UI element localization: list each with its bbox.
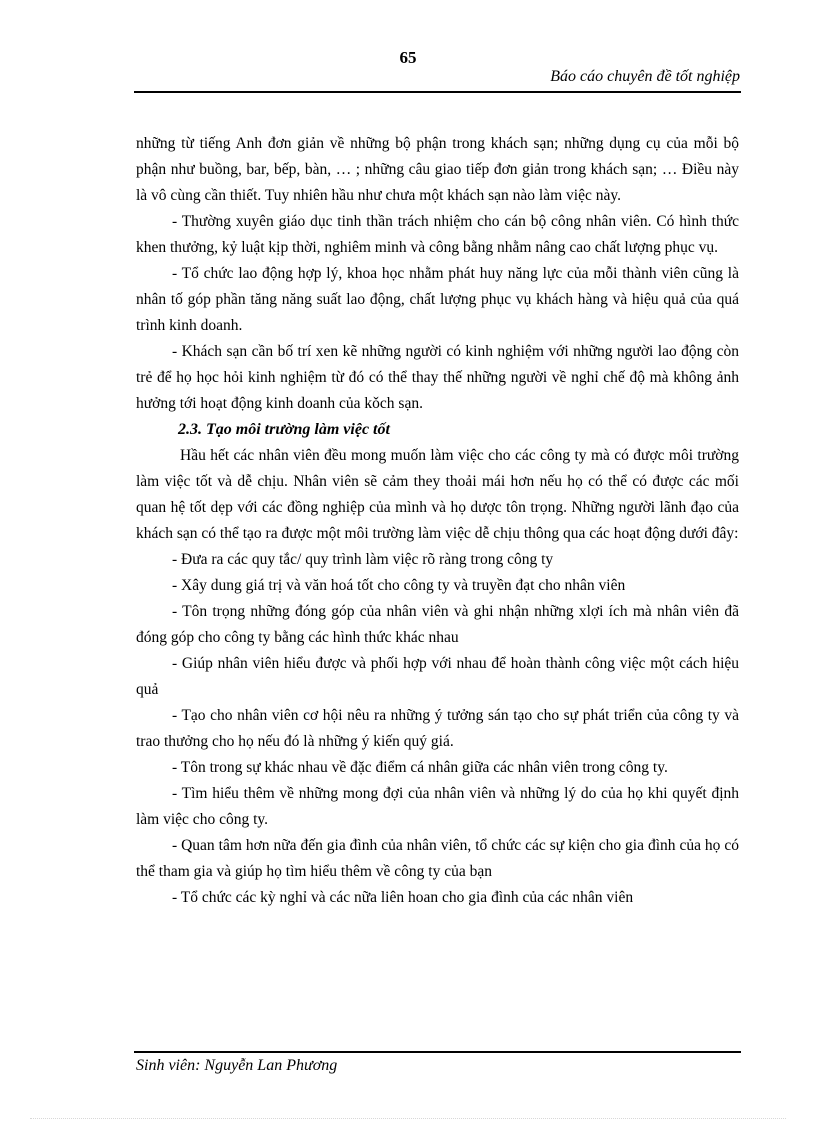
list-item: - Tôn trọng những đóng góp của nhân viên và ghi nhận những xlợi ích mà nhân viên đã đóng góp cho công ty bằng các hình thức khác nhau — [136, 603, 739, 646]
list-item: - Tìm hiểu thêm về những mong đợi của nhân viên và những lý do của họ khi quyết định làm việc cho công ty. — [136, 785, 739, 828]
document-body — [136, 131, 739, 911]
list-item: - Tạo cho nhân viên cơ hội nêu ra những ý tưởng sán tạo cho sự phát triển của công ty và trao thưởng cho họ nếu đó là những ý kiến quý giá. — [136, 707, 739, 750]
list-item: - Giúp nhân viên hiểu được và phối hợp với nhau để hoàn thành công việc một cách hiệu quả — [136, 655, 739, 698]
list-item: - Xây dung giá trị và văn hoá tốt cho công ty và truyền đạt cho nhân viên — [172, 577, 626, 594]
paragraph: - Tổ chức lao động hợp lý, khoa học nhằm phát huy năng lực của mỗi thành viên cũng là nhân tố góp phần tăng năng suất lao động, chất lượng phục vụ khách hàng và hiệu quả của quá trình kinh doanh. — [136, 265, 739, 334]
section-heading: 2.3. Tạo môi trường làm việc tốt — [178, 421, 390, 438]
list-item: - Tôn trong sự khác nhau về đặc điểm cá nhân giữa các nhân viên trong công ty. — [172, 759, 668, 776]
footer-divider — [134, 1051, 741, 1053]
list-item: - Tổ chức các kỳ nghỉ và các nữa liên hoan cho gia đình của các nhân viên — [172, 889, 634, 906]
paragraph: những từ tiếng Anh đơn giản về những bộ phận trong khách sạn; những dụng cụ của mỗi bộ phận như buồng, bar, bếp, bàn, … ; những câu giao tiếp đơn giản trong khách sạn; … Điều này là vô cùng cần thiết. Tuy nhiên hầu như chưa một khách sạn nào làm việc này. — [136, 135, 739, 204]
paragraph: Hầu hết các nhân viên đều mong muốn làm việc cho các công ty mà có được môi trường làm việc tốt và dễ chịu. Nhân viên sẽ cảm they thoải mái hơn nếu họ có thể có được các mối quan hệ tốt dẹp với các đồng nghiệp của mình và họ dược tôn trọng. Những người lãnh đạo của khách sạn có thể tạo ra được một môi trường làm việc dễ chịu thông qua các hoạt động dưới đây: — [136, 447, 739, 542]
footer-student-name: Sinh viên: Nguyễn Lan Phương — [136, 1057, 338, 1074]
page-number: 65 — [399, 48, 417, 67]
report-title: Báo cáo chuyên đề tốt nghiệp — [550, 68, 740, 85]
list-item: - Đưa ra các quy tắc/ quy trình làm việc rõ ràng trong công ty — [172, 551, 554, 568]
paragraph: - Thường xuyên giáo dục tinh thần trách nhiệm cho cán bộ công nhân viên. Có hình thức khen thưởng, kỷ luật kịp thời, nghiêm minh và công bằng nhằm nâng cao chất lượng phục vụ. — [136, 213, 739, 256]
paragraph: - Khách sạn cần bố trí xen kẽ những người có kinh nghiệm với những người lao động còn trẻ để họ học hỏi kinh nghiệm từ đó có thể thay thế những người về nghỉ chế độ mà không ảnh hưởng tới hoạt động kinh doanh của kǒch sạn. — [136, 343, 739, 412]
header-divider — [134, 91, 741, 93]
list-item: - Quan tâm hơn nữa đến gia đình của nhân viên, tổ chức các sự kiện cho gia đình của họ có thể tham gia và giúp họ tìm hiểu thêm về công ty của bạn — [136, 837, 739, 880]
page-bottom-edge — [30, 1118, 786, 1119]
